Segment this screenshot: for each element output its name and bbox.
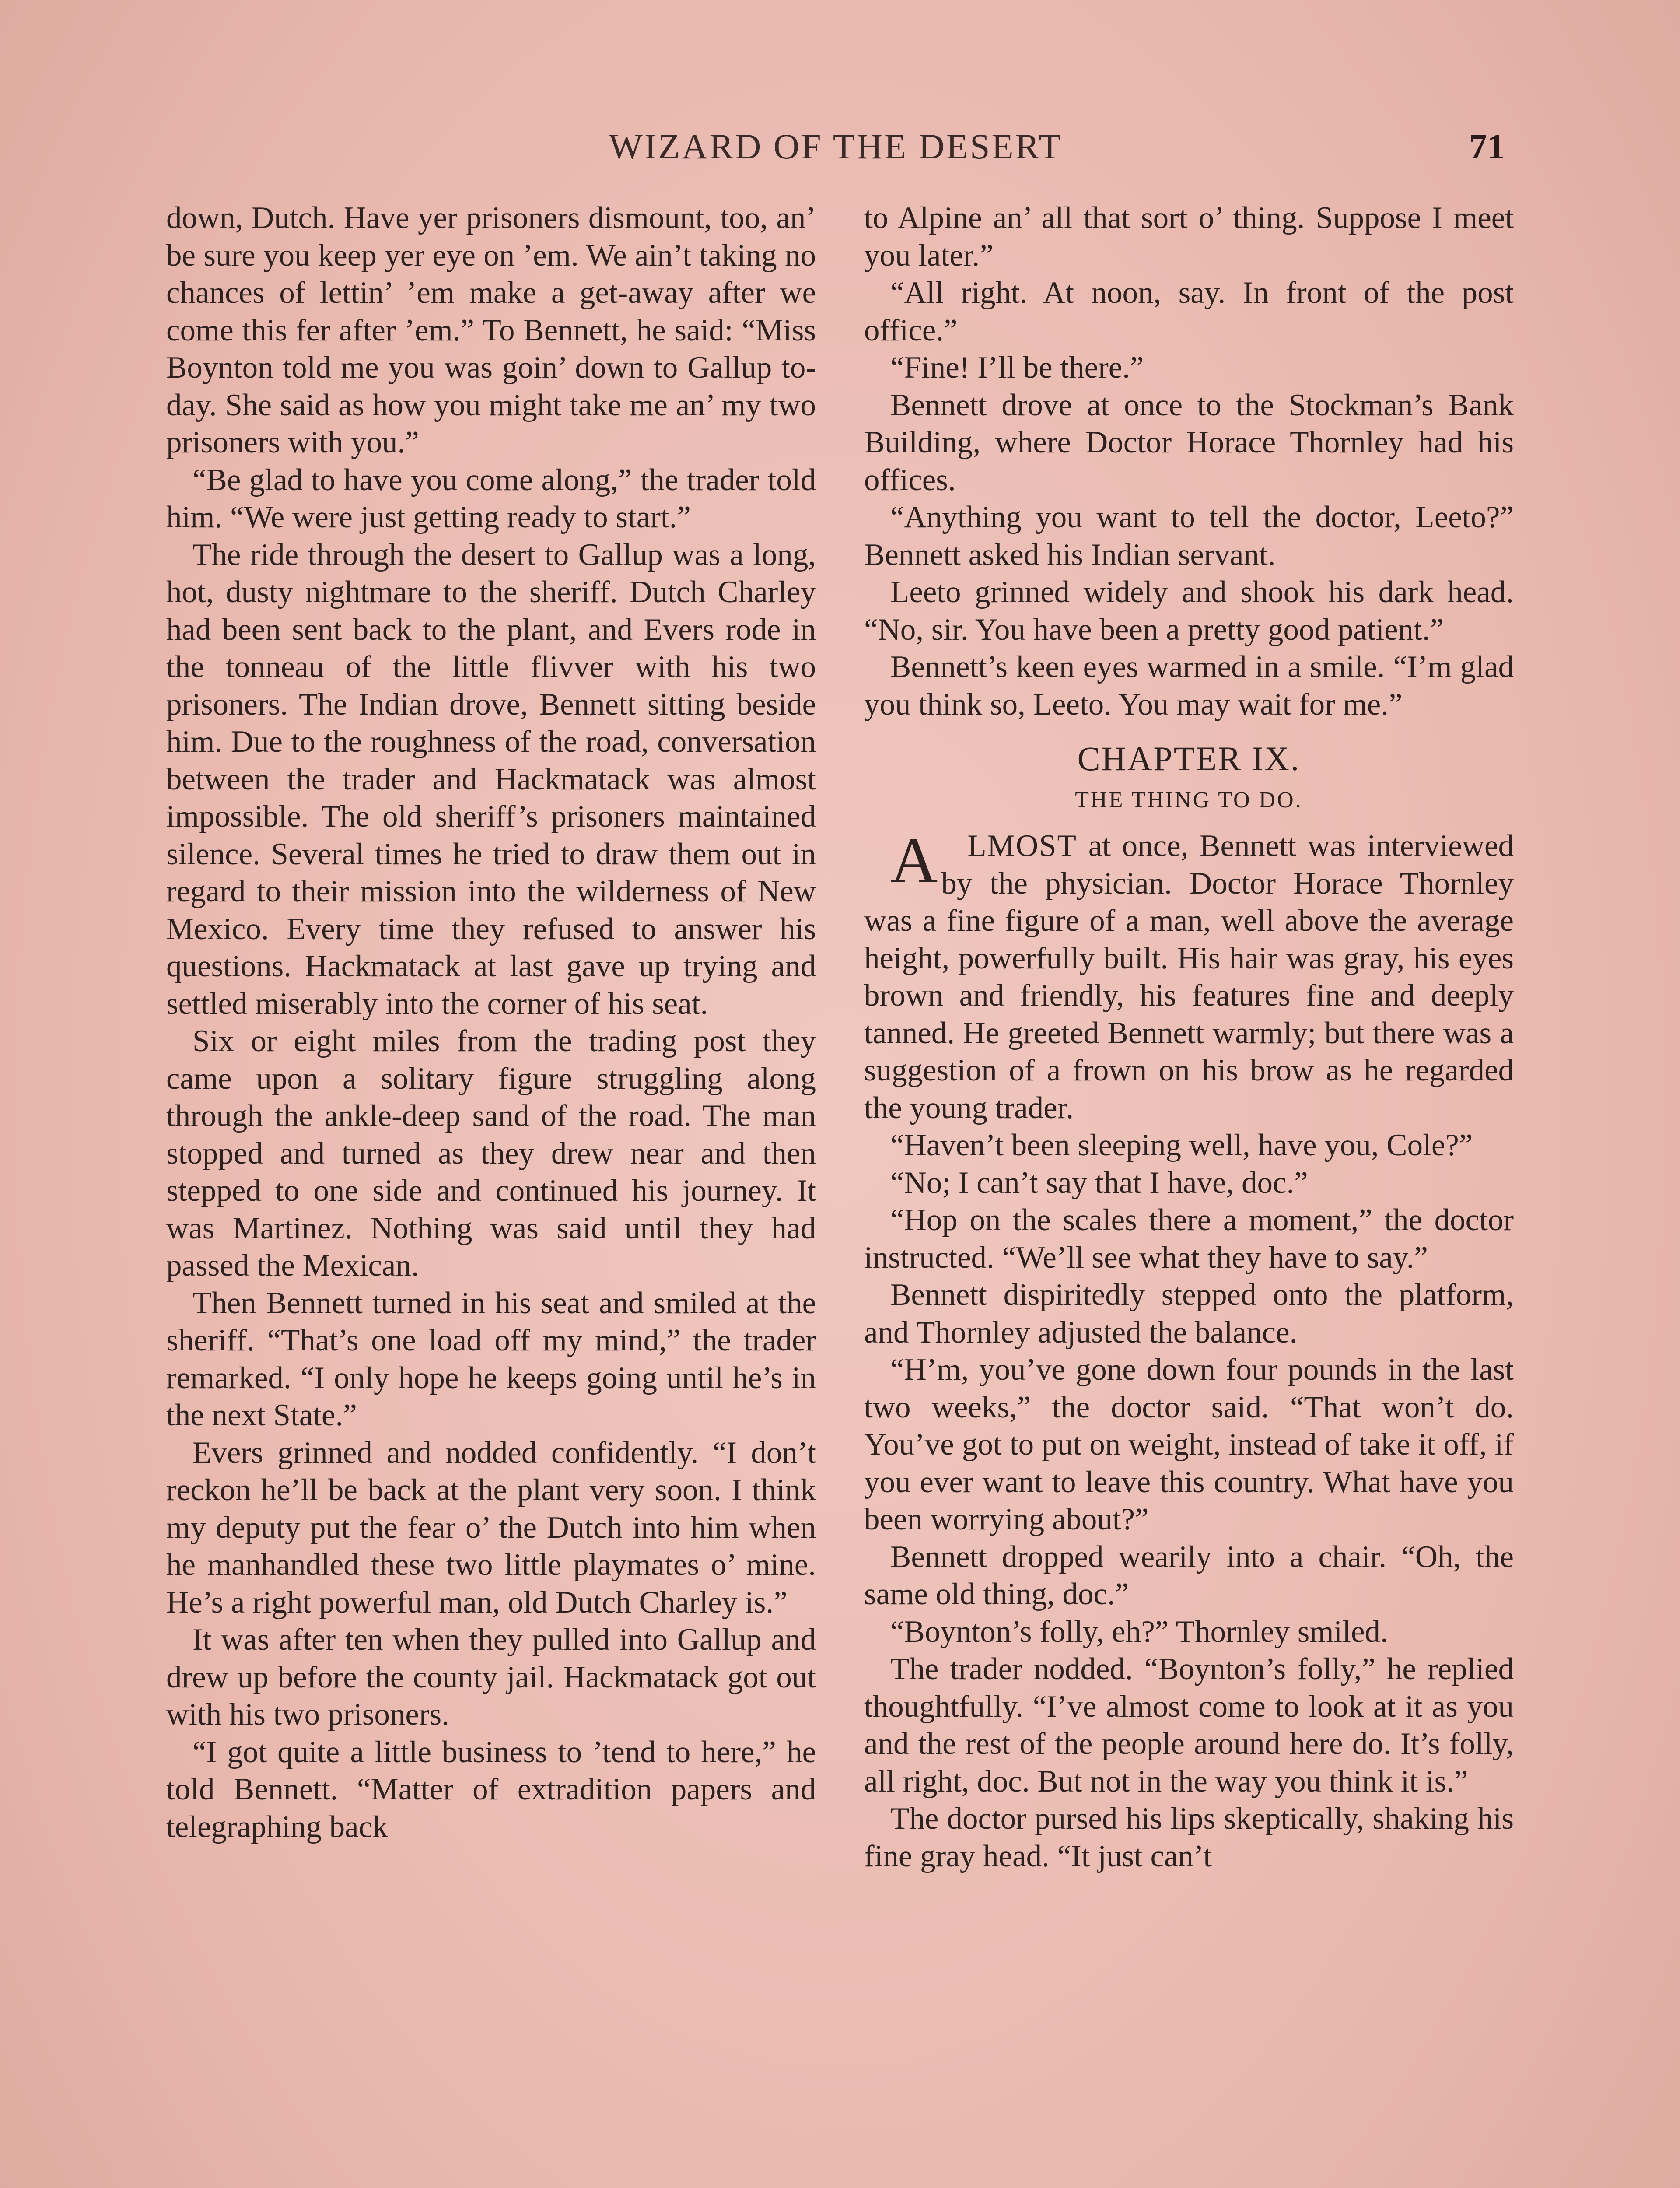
paragraph: Leeto grinned widely and shook his dark head. “No, sir. You have been a pretty good patient.” [864,575,1514,647]
paragraph: “Hop on the scales there a moment,” the doctor instructed. “We’ll see what they have to say.” [864,1203,1514,1275]
paragraph: “I got quite a little business to ’tend to here,” he told Bennett. “Matter of extradition papers and telegraphing back [166,1735,816,1844]
paragraph: Bennett drove at once to the Stockman’s Bank Building, where Doctor Horace Thornley had his offices. [864,388,1514,497]
chapter-opening-paragraph [864,824,1514,1127]
chapter-heading: CHAPTER IX. [1077,740,1301,778]
text-columns [166,200,1514,2188]
right-column [864,200,1514,2188]
paragraph: “No; I can’t say that I have, doc.” [890,1165,1308,1200]
paragraph: The trader nodded. “Boynton’s folly,” he replied thoughtfully. “I’ve almost come to look at it as you and the rest of the people around here do. It’s folly, all right, doc. But not in the way you think it is.” [864,1652,1514,1799]
paragraph: to Alpine an’ all that sort o’ thing. Suppose I meet you later.” [864,201,1514,273]
paragraph: “All right. At noon, say. In front of the post office.” [864,276,1514,347]
paragraph: Then Bennett turned in his seat and smiled at the sheriff. “That’s one load off my mind,” the trader remarked. “I only hope he keeps going until he’s in the next State.” [166,1286,816,1432]
paragraph: Bennett dropped wearily into a chair. “Oh, the same old thing, doc.” [864,1539,1514,1611]
paragraph: Six or eight miles from the trading post they came upon a solitary figure struggling along through the ankle-deep sand of the road. The man stopped and turned as they drew near and then stepped to one side and continued his journey. It was Martinez. Nothing was said until they had passed the Mexican. [166,1024,816,1283]
page-number: 71 [1469,126,1505,166]
paragraph: The ride through the desert to Gallup was a long, hot, dusty nightmare to the sheriff. Dutch Charley had been sent back to the plant, and Evers rode in the tonneau of the little flivver with his two prisoners. The Indian drove, Bennett sitting beside him. Due to the roughness of the road, conversation between the trader and Hackmatack was almost impossible. The old sheriff’s prisoners maintained silence. Several times he tried to draw them out in regard to their mission into the wilderness of New Mexico. Every time they refused to answer his questions. Hackmatack at last gave up trying and settled miserably into the corner of his seat. [166,537,816,1021]
paragraph: Bennett’s keen eyes warmed in a smile. “I’m glad you think so, Leeto. You may wait for me.” [864,650,1514,722]
paragraph: “H’m, you’ve gone down four pounds in the last two weeks,” the doctor said. “That won’t do. You’ve got to put on weight, instead of take it off, if you ever want to leave this country. What have you been worrying about?” [864,1353,1514,1536]
paragraph: The doctor pursed his lips skeptically, shaking his fine gray head. “It just can’t [864,1802,1514,1873]
paragraph: Evers grinned and nodded confidently. “I don’t reckon he’ll be back at the plant very soon. I think my deputy put the fear o’ the Dutch into him when he manhandled these two little playmates o’ mine. He’s a right powerful man, old Dutch Charley is.” [166,1435,816,1620]
paragraph: “Haven’t been sleeping well, have you, Cole?” [890,1128,1473,1162]
running-title: WIZARD OF THE DESERT [609,126,1063,166]
paragraph: Bennett dispiritedly stepped onto the platform, and Thornley adjusted the balance. [864,1278,1514,1350]
running-head [166,126,1505,179]
paragraph: “Anything you want to tell the doctor, Leeto?” Bennett asked his Indian servant. [864,500,1514,572]
paragraph: “Be glad to have you come along,” the trader told him. “We were just getting ready to start.” [166,463,816,534]
lead-caps: LMOST [967,829,1077,863]
opening-text: at once, Bennett was interviewed by the physician. Doctor Horace Thornley was a fine figure of a man, well above the average height, powerfully built. His hair was gray, his eyes brown and friendly, his features fine and deeply tanned. He greeted Bennett warmly; but there was a suggestion of a frown on his brow as he regarded the young trader. [864,829,1514,1125]
paragraph: “Fine! I’ll be there.” [890,351,1144,385]
left-column [166,200,816,2188]
drop-cap: A [890,824,938,897]
paragraph: It was after ten when they pulled into Gallup and drew up before the county jail. Hackmatack got out with his two prisoners. [166,1623,816,1732]
paragraph: down, Dutch. Have yer prisoners dismount, too, an’ be sure you keep yer eye on ’em. We ain’t taking no chances of lettin’ ’em make a get-away after we come this fer after ’em.” To Bennett, he said: “Miss Boynton told me you was goin’ down to Gallup to-day. She said as how you might take me an’ my two prisoners with you.” [166,201,816,459]
paragraph: “Boynton’s folly, eh?” Thornley smiled. [890,1614,1388,1649]
chapter-subtitle: THE THING TO DO. [1075,788,1303,813]
